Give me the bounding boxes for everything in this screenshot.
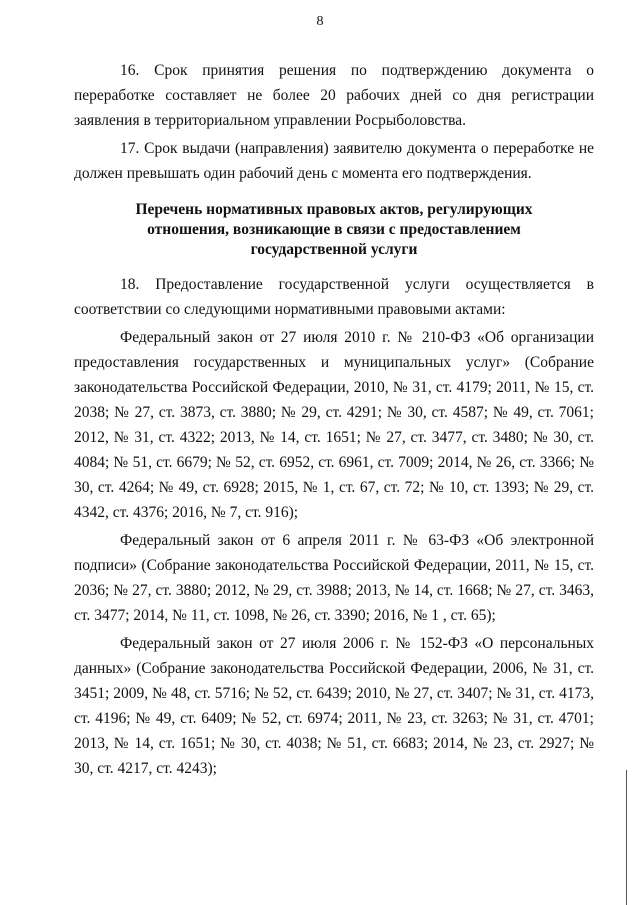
section-heading: Перечень нормативных правовых актов, регулирующих отношения, возникающие в связи с предоставлением государственной услуги [135,201,533,258]
law-152-fz: Федеральный закон от 27 июля 2006 г. № 152-ФЗ «О персональных данных» (Собрание законодательства Российской Федерации, 2006, № 31, ст. 3451; 2009, № 48, ст. 5716; № 52, ст. 6439; 2010, № 27, ст. 3407; № 31, ст. 4173, ст. 4196; № 49, ст. 6409; № 52, ст. 6974; 2011, № 23, ст. 3263; № 31, ст. 4701; 2013, № 14, ст. 1651; № 30, ст. 4038; № 51, ст. 6683; 2014, № 23, ст. 2927; № 30, ст. 4217, ст. 4243); [74,635,594,777]
paragraph-17: 17. Срок выдачи (направления) заявителю документа о переработке не должен превышать один рабочий день с момента его подтверждения. [74,140,594,182]
document-body [74,58,594,784]
paragraph-16: 16. Срок принятия решения по подтверждению документа о переработке составляет не более 20 рабочих дней со дня регистрации заявления в территориальном управлении Росрыболовства. [74,62,594,129]
law-63-fz: Федеральный закон от 6 апреля 2011 г. № 63-ФЗ «Об электронной подписи» (Собрание законодательства Российской Федерации, 2011, № 15, ст. 2036; № 27, ст. 3880; 2012, № 29, ст. 3988; 2013, № 14, ст. 1668; № 27, ст. 3463, ст. 3477; 2014, № 11, ст. 1098, № 26, ст. 3390; 2016, № 1 , ст. 65); [74,532,594,624]
paragraph-18: 18. Предоставление государственной услуги осуществляется в соответствии со следующими нормативными правовыми актами: [74,276,594,318]
scan-edge-line [626,770,627,905]
law-210-fz: Федеральный закон от 27 июля 2010 г. № 210-ФЗ «Об организации предоставления государственных и муниципальных услуг» (Собрание законодательства Российской Федерации, 2010, № 31, ст. 4179; 2011, № 15, ст. 2038; № 27, ст. 3873, ст. 3880; № 29, ст. 4291; № 30, ст. 4587; № 49, ст. 7061; 2012, № 31, ст. 4322; 2013, № 14, ст. 1651; № 27, ст. 3477, ст. 3480; № 30, ст. 4084; № 51, ст. 6679; № 52, ст. 6952, ст. 6961, ст. 7009; 2014, № 26, ст. 3366; № 30, ст. 4264; № 49, ст. 6928; 2015, № 1, ст. 67, ст. 72; № 10, ст. 1393; № 29, ст. 4342, ст. 4376; 2016, № 7, ст. 916); [74,329,594,521]
page-number: 8 [316,14,324,29]
